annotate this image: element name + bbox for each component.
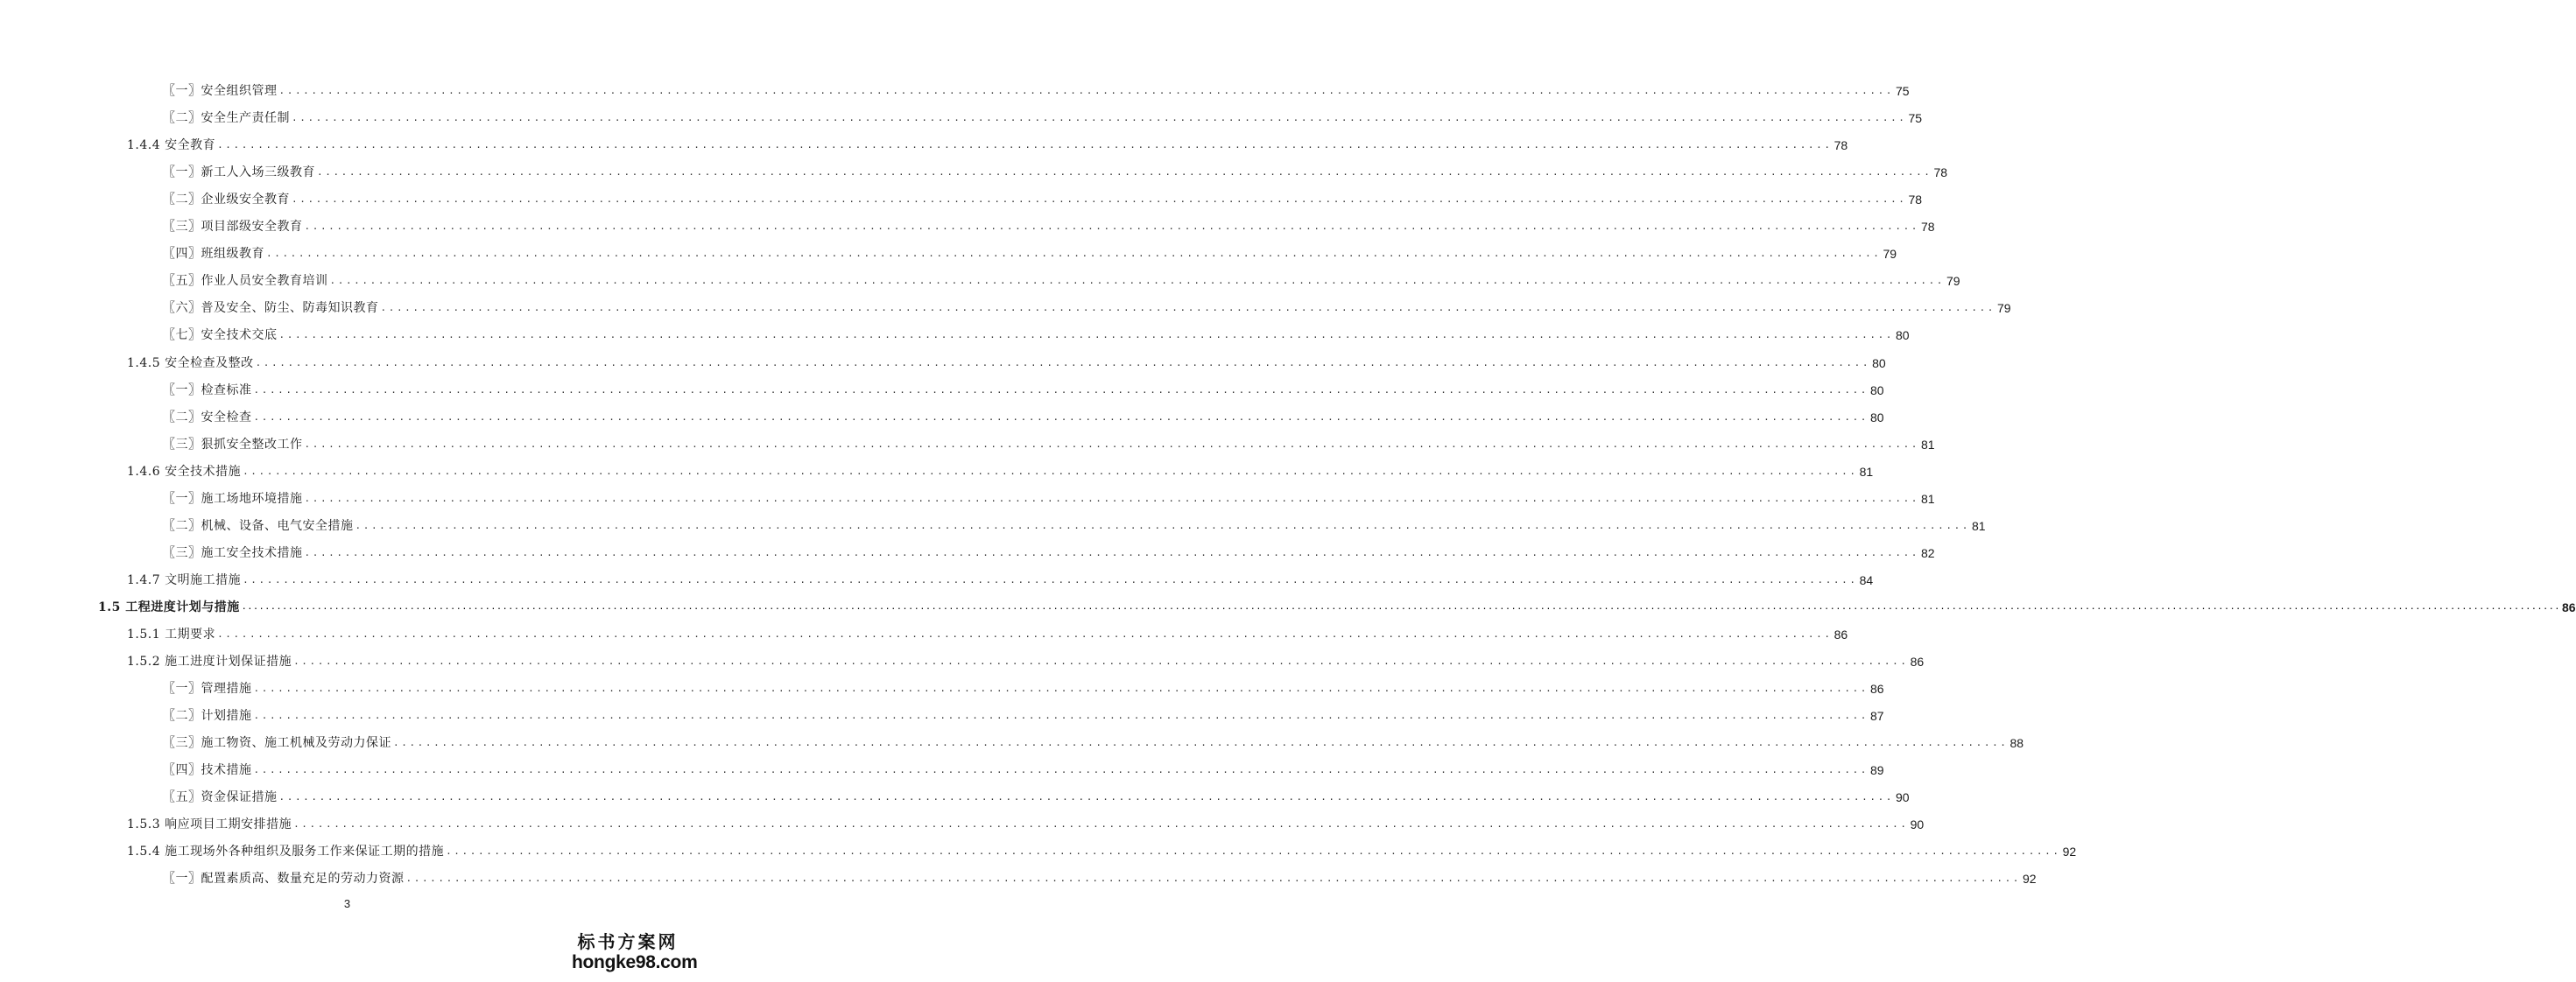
toc-entry-page: 92: [2062, 845, 2077, 859]
toc-entry-title: 〖四〗班组级教育: [163, 247, 264, 261]
toc-leader-dots: ........................................................................................................................................................................................................: [393, 737, 2009, 748]
toc-entry-page: 81: [1921, 492, 1935, 506]
toc-entry[interactable]: [163, 545, 1935, 561]
site-watermark: [572, 931, 698, 973]
toc-entry-page: 90: [1910, 817, 1925, 831]
toc-entry-title: 1.4.4 安全教育: [127, 138, 216, 152]
toc-entry[interactable]: [127, 627, 1848, 642]
toc-leader-dots: ........................................................................................................................................................................................................: [317, 166, 1932, 178]
toc-leader-dots: ........................................................................................................................................................................................................: [278, 329, 1895, 340]
toc-leader-dots: ........................................................................................................................................................................................................: [278, 85, 1895, 96]
toc-entry-title: 1.5.1 工期要求: [127, 628, 216, 642]
toc-entry[interactable]: [127, 355, 1886, 371]
toc-entry-page: 81: [1921, 438, 1935, 452]
toc-entry-page: 86: [1910, 655, 1925, 669]
toc-entry-title: 〖一〗配置素质高、数量充足的劳动力资源: [163, 872, 405, 886]
toc-leader-dots: ........................................................................................................................................................................................................: [243, 466, 1858, 477]
toc-entry[interactable]: [127, 817, 1925, 832]
toc-entry[interactable]: [163, 681, 1884, 697]
toc-entry-page: 90: [1896, 790, 1910, 804]
toc-entry[interactable]: [163, 437, 1935, 452]
toc-entry-title: 1.5.2 施工进度计划保证措施: [127, 655, 292, 669]
toc-leader-dots: ........................................................................................................................................................................................................: [304, 438, 1920, 450]
toc-entry[interactable]: [163, 300, 2011, 316]
toc-entry-page: 88: [2009, 736, 2024, 750]
toc-entry-title: 1.4.6 安全技术措施: [127, 465, 242, 479]
toc-leader-dots: ........................................................................................................................................................................................................: [253, 710, 1869, 721]
toc-leader-dots: ........................................................................................................................................................................................................: [253, 411, 1869, 423]
toc-leader-dots: ........................................................................................................................................................................................................: [304, 221, 1920, 232]
toc-entry[interactable]: [163, 762, 1884, 778]
toc-entry-title: 〖二〗安全检查: [163, 410, 252, 424]
toc-entry-page: 80: [1870, 410, 1884, 424]
toc-entry[interactable]: [163, 871, 2037, 887]
toc-entry-title: 〖四〗技术措施: [163, 763, 252, 777]
toc-entry-page: 79: [1883, 247, 1897, 261]
toc-leader-dots: ........................................................................................................................................................................................................: [217, 139, 1833, 151]
toc-entry-page: 81: [1859, 465, 1874, 479]
toc-leader-dots: ........................................................................................................................................................................................................: [293, 656, 1909, 667]
toc-entry-page: 86: [1833, 628, 1848, 642]
toc-entry[interactable]: [163, 735, 2024, 751]
toc-entry-title: 1.5 工程进度计划与措施: [98, 600, 240, 614]
toc-leader-dots: ........................................................................................................................................................................................................: [253, 764, 1869, 775]
toc-entry[interactable]: [98, 600, 2576, 615]
toc-entry-title: 1.4.7 文明施工措施: [127, 573, 242, 587]
toc-entry-title: 〖二〗机械、设备、电气安全措施: [163, 519, 354, 533]
toc-entry-page: 87: [1870, 709, 1884, 723]
toc-entry-title: 1.4.5 安全检查及整改: [127, 356, 254, 370]
toc-entry-page: 80: [1896, 328, 1910, 342]
toc-entry[interactable]: [163, 192, 1923, 207]
toc-entry-title: 〖一〗安全组织管理: [163, 84, 278, 98]
toc-entry[interactable]: [127, 844, 2077, 859]
toc-entry-title: 〖一〗检查标准: [163, 383, 252, 397]
toc-entry-page: 78: [1833, 138, 1848, 152]
toc-leader-dots: ........................................................................................................................................................................................................: [304, 493, 1920, 504]
toc-entry[interactable]: [163, 165, 1948, 180]
toc-leader-dots: ........................................................................................................................................................................................................: [446, 845, 2061, 857]
toc-leader-dots: ........................................................................................................................................................................................................: [292, 112, 1907, 123]
toc-leader-dots: ........................................................................................................................................................................................................: [329, 275, 1946, 286]
toc-entry[interactable]: [163, 410, 1884, 425]
toc-entry[interactable]: [163, 382, 1884, 398]
toc-leader-dots: ........................................................................................................................................................................................................: [255, 357, 1871, 368]
toc-entry-title: 〖五〗作业人员安全教育培训: [163, 274, 328, 288]
toc-entry[interactable]: [163, 83, 1910, 99]
toc-entry-title: 〖三〗施工安全技术措施: [163, 546, 303, 560]
toc-leader-dots: ........................................................................................................................................................................................................: [243, 574, 1858, 586]
toc-leader-dots: ................................................................................................................................................................................................................................................................................................................................................................................................................: [241, 602, 2560, 612]
toc-entry[interactable]: [163, 491, 1935, 507]
toc-entry-page: 75: [1908, 111, 1923, 125]
toc-leader-dots: ........................................................................................................................................................................................................: [355, 520, 1971, 531]
toc-entry-title: 〖六〗普及安全、防尘、防毒知识教育: [163, 301, 379, 315]
toc-entry-page: 78: [1921, 220, 1935, 234]
toc-entry-page: 78: [1933, 165, 1948, 179]
toc-entry-title: 〖二〗企业级安全教育: [163, 193, 290, 207]
toc-entry-title: 〖三〗项目部级安全教育: [163, 220, 303, 234]
toc-entry-page: 80: [1870, 383, 1884, 397]
toc-entry[interactable]: [163, 110, 1923, 126]
toc-leader-dots: ........................................................................................................................................................................................................: [292, 193, 1907, 205]
toc-leader-dots: ........................................................................................................................................................................................................: [253, 683, 1869, 694]
toc-entry[interactable]: [163, 219, 1935, 235]
toc-entry-page: 82: [1921, 546, 1935, 560]
toc-entry-page: 79: [1946, 274, 1960, 288]
toc-entry-title: 〖二〗安全生产责任制: [163, 111, 290, 125]
toc-entry-title: 〖一〗管理措施: [163, 682, 252, 696]
watermark-url: hongke98.com: [572, 952, 698, 972]
toc-leader-dots: ........................................................................................................................................................................................................: [304, 547, 1920, 558]
toc-entry-title: 〖二〗计划措施: [163, 709, 252, 723]
page-number: 3: [343, 897, 351, 910]
toc-entry-title: 〖三〗狠抓安全整改工作: [163, 438, 303, 452]
toc-entry[interactable]: [163, 518, 1986, 534]
toc-leader-dots: ........................................................................................................................................................................................................: [253, 384, 1869, 396]
toc-entry[interactable]: [163, 273, 1960, 289]
toc-entry-title: 1.5.3 响应项目工期安排措施: [127, 817, 292, 831]
toc-entry-page: 81: [1972, 519, 1986, 533]
toc-entry-page: 84: [1859, 573, 1874, 587]
toc-entry-page: 86: [2561, 600, 2576, 614]
toc-entry-title: 〖五〗资金保证措施: [163, 790, 278, 804]
toc-entry[interactable]: [127, 464, 1874, 480]
toc-entry-page: 89: [1870, 763, 1884, 777]
toc-leader-dots: ........................................................................................................................................................................................................: [380, 302, 1996, 313]
toc-leader-dots: ........................................................................................................................................................................................................: [405, 873, 2022, 884]
toc-entry-page: 78: [1908, 193, 1923, 207]
toc-entry-page: 80: [1872, 356, 1886, 370]
toc-entry[interactable]: [163, 708, 1884, 724]
toc-entry[interactable]: [127, 137, 1848, 153]
toc-entry-page: 75: [1896, 84, 1910, 98]
toc-entry[interactable]: [127, 572, 1874, 588]
toc-entry-page: 86: [1870, 682, 1884, 696]
toc-entry[interactable]: [163, 246, 1897, 262]
toc-leader-dots: ........................................................................................................................................................................................................: [293, 818, 1909, 830]
toc-entry[interactable]: [127, 654, 1925, 670]
toc-leader-dots: ........................................................................................................................................................................................................: [278, 791, 1895, 803]
watermark-name: 标书方案网: [577, 931, 679, 952]
toc-entry-title: 〖三〗施工物资、施工机械及劳动力保证: [163, 736, 391, 750]
toc-entry-title: 〖一〗新工人入场三级教育: [163, 165, 315, 179]
toc-entry-title: 1.5.4 施工现场外各种组织及服务工作来保证工期的措施: [127, 845, 445, 859]
toc-entry[interactable]: [163, 327, 1910, 343]
toc-leader-dots: ........................................................................................................................................................................................................: [266, 248, 1882, 259]
toc-entry-title: 〖一〗施工场地环境措施: [163, 492, 303, 506]
toc-entry-page: 79: [1997, 301, 2011, 315]
toc-entry[interactable]: [163, 789, 1910, 805]
toc-entry-title: 〖七〗安全技术交底: [163, 328, 278, 342]
toc-leader-dots: ........................................................................................................................................................................................................: [217, 628, 1833, 640]
toc-entry-page: 92: [2023, 872, 2037, 886]
